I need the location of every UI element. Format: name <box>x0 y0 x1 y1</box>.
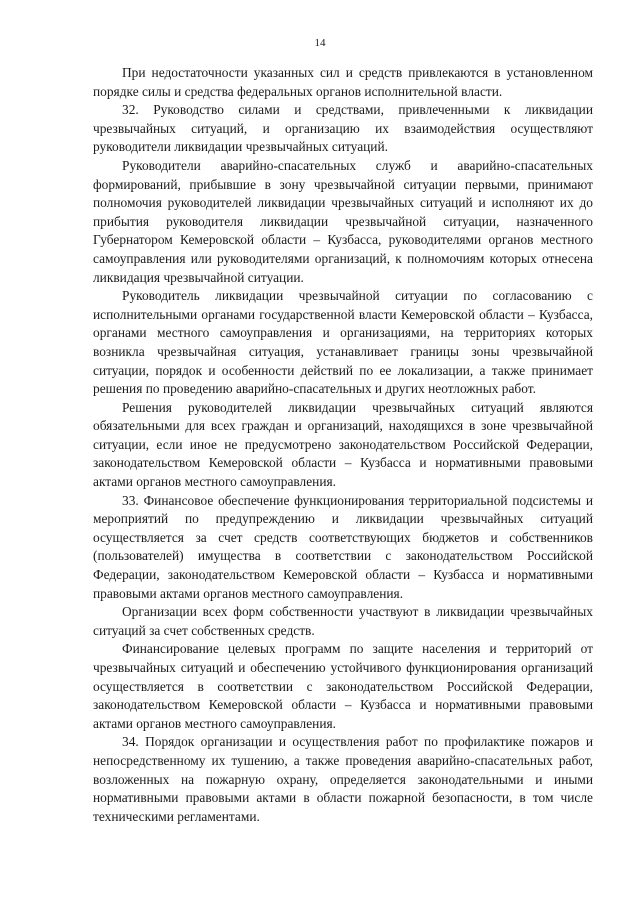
paragraph-34-fire-safety: 34. Порядок организации и осуществления работ по профилактике пожаров и непосредственному их тушению, а также проведения аварийно-спасательных работ, возложенных на пожарную охрану, определяется законодательными и иными нормативными правовыми актами в области пожарной безопасности, в том числе техническими регламентами. <box>93 734 593 824</box>
paragraph-33-financing: 33. Финансовое обеспечение функционирования территориальной подсистемы и мероприятий по предупреждению и ликвидации чрезвычайных ситуаций осуществляется за счет средств соответствующих бюджетов и собственников (пользователей) имущества в соответствии с законодательством Российской Федерации, законодательством Кемеровской области – Кузбасса и нормативными правовыми актами органов местного самоуправления. <box>93 492 593 601</box>
paragraph-target-programs: Финансирование целевых программ по защите населения и территорий от чрезвычайных ситуаций и обеспечению устойчивого функционирования организаций осуществляется в соответствии с законодательством Российской Федерации, законодательством Кемеровской области – Кузбасса и нормативными правовыми актами органов местного самоуправления. <box>93 641 593 731</box>
paragraph-organizations-funds: Организации всех форм собственности участвуют в ликвидации чрезвычайных ситуаций за счет собственных средств. <box>93 604 593 638</box>
paragraph-first-responders: Руководители аварийно-спасательных служб и аварийно-спасательных формирований, прибывшие в зону чрезвычайной ситуации первыми, принимают полномочия руководителей ликвидации чрезвычайных ситуаций и исполняют их до прибытия руководителя ликвидации чрезвычайной ситуации, назначенного Губернатором Кемеровской области – Кузбасса, руководителями органов местного самоуправления или руководителями организаций, к полномочиям которых отнесена ликвидация чрезвычайной ситуации. <box>93 157 593 285</box>
paragraph-32-command: 32. Руководство силами и средствами, привлеченными к ликвидации чрезвычайных ситуаций, и организацию их взаимодействия осуществляют руководители ликвидации чрезвычайных ситуаций. <box>93 102 593 155</box>
page-number: 14 <box>314 37 326 49</box>
paragraph-zone-boundaries: Руководитель ликвидации чрезвычайной ситуации по согласованию с исполнительными органами государственной власти Кемеровской области – Кузбасса, органами местного самоуправления и организациями, на территориях которых возникла чрезвычайная ситуация, устанавливает границы зоны чрезвычайной ситуации, порядок и особенности действий по ее локализации, а также принимает решения по проведению аварийно-спасательных и других неотложных работ. <box>93 288 593 397</box>
paragraph-binding-decisions: Решения руководителей ликвидации чрезвычайных ситуаций являются обязательными для всех граждан и организаций, находящихся в зоне чрезвычайной ситуации, если иное не предусмотрено законодательством Российской Федерации, законодательством Кемеровской области – Кузбасса и нормативными правовыми актами органов местного самоуправления. <box>93 399 593 490</box>
paragraph-reserve-forces: При недостаточности указанных сил и средств привлекаются в установленном порядке силы и средства федеральных органов исполнительной власти. <box>93 65 593 99</box>
document-body <box>93 64 593 826</box>
